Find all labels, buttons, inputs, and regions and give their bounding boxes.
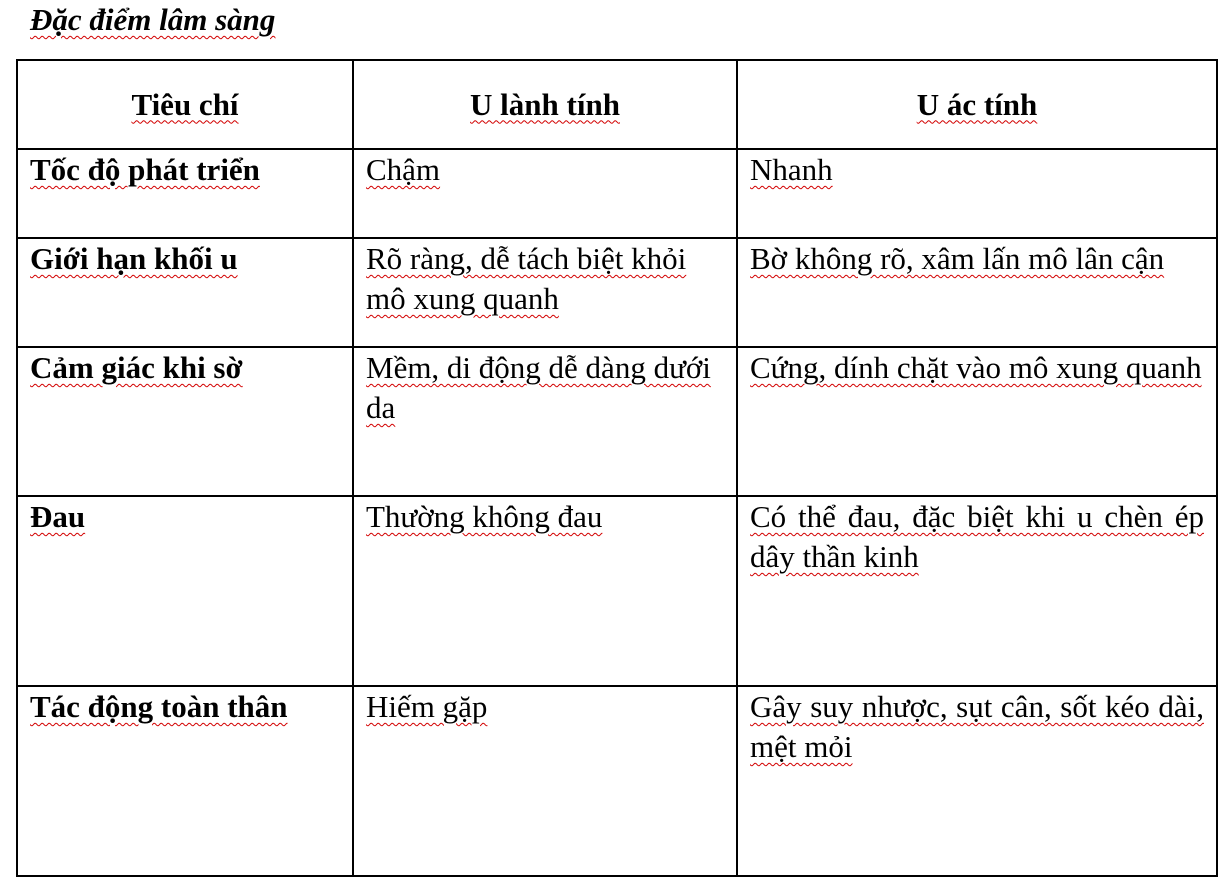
header-malignant: U ác tính [737, 60, 1217, 149]
criterion-cell: Tốc độ phát triển [17, 149, 353, 238]
benign-cell: Rõ ràng, dễ tách biệt khỏi mô xung quanh [353, 238, 737, 347]
criterion-cell: Đau [17, 496, 353, 686]
header-benign: U lành tính [353, 60, 737, 149]
criterion-cell: Giới hạn khối u [17, 238, 353, 347]
benign-cell: Hiếm gặp [353, 686, 737, 876]
table-row [17, 347, 1217, 496]
criterion-cell: Tác động toàn thân [17, 686, 353, 876]
benign-cell: Chậm [353, 149, 737, 238]
comparison-table [16, 59, 1218, 877]
malignant-cell: Cứng, dính chặt vào mô xung quanh [737, 347, 1217, 496]
table-row [17, 686, 1217, 876]
benign-cell: Thường không đau [353, 496, 737, 686]
table-header-row [17, 60, 1217, 149]
table-row [17, 496, 1217, 686]
malignant-cell: Có thể đau, đặc biệt khi u chèn ép dây thần kinh [737, 496, 1217, 686]
malignant-cell: Bờ không rõ, xâm lấn mô lân cận [737, 238, 1217, 347]
benign-cell: Mềm, di động dễ dàng dưới da [353, 347, 737, 496]
section-heading: Đặc điểm lâm sàng [30, 2, 276, 37]
criterion-cell: Cảm giác khi sờ [17, 347, 353, 496]
malignant-cell: Gây suy nhược, sụt cân, sốt kéo dài, mệt mỏi [737, 686, 1217, 876]
table-row [17, 238, 1217, 347]
malignant-cell: Nhanh [737, 149, 1217, 238]
header-criterion: Tiêu chí [17, 60, 353, 149]
table-row [17, 149, 1217, 238]
